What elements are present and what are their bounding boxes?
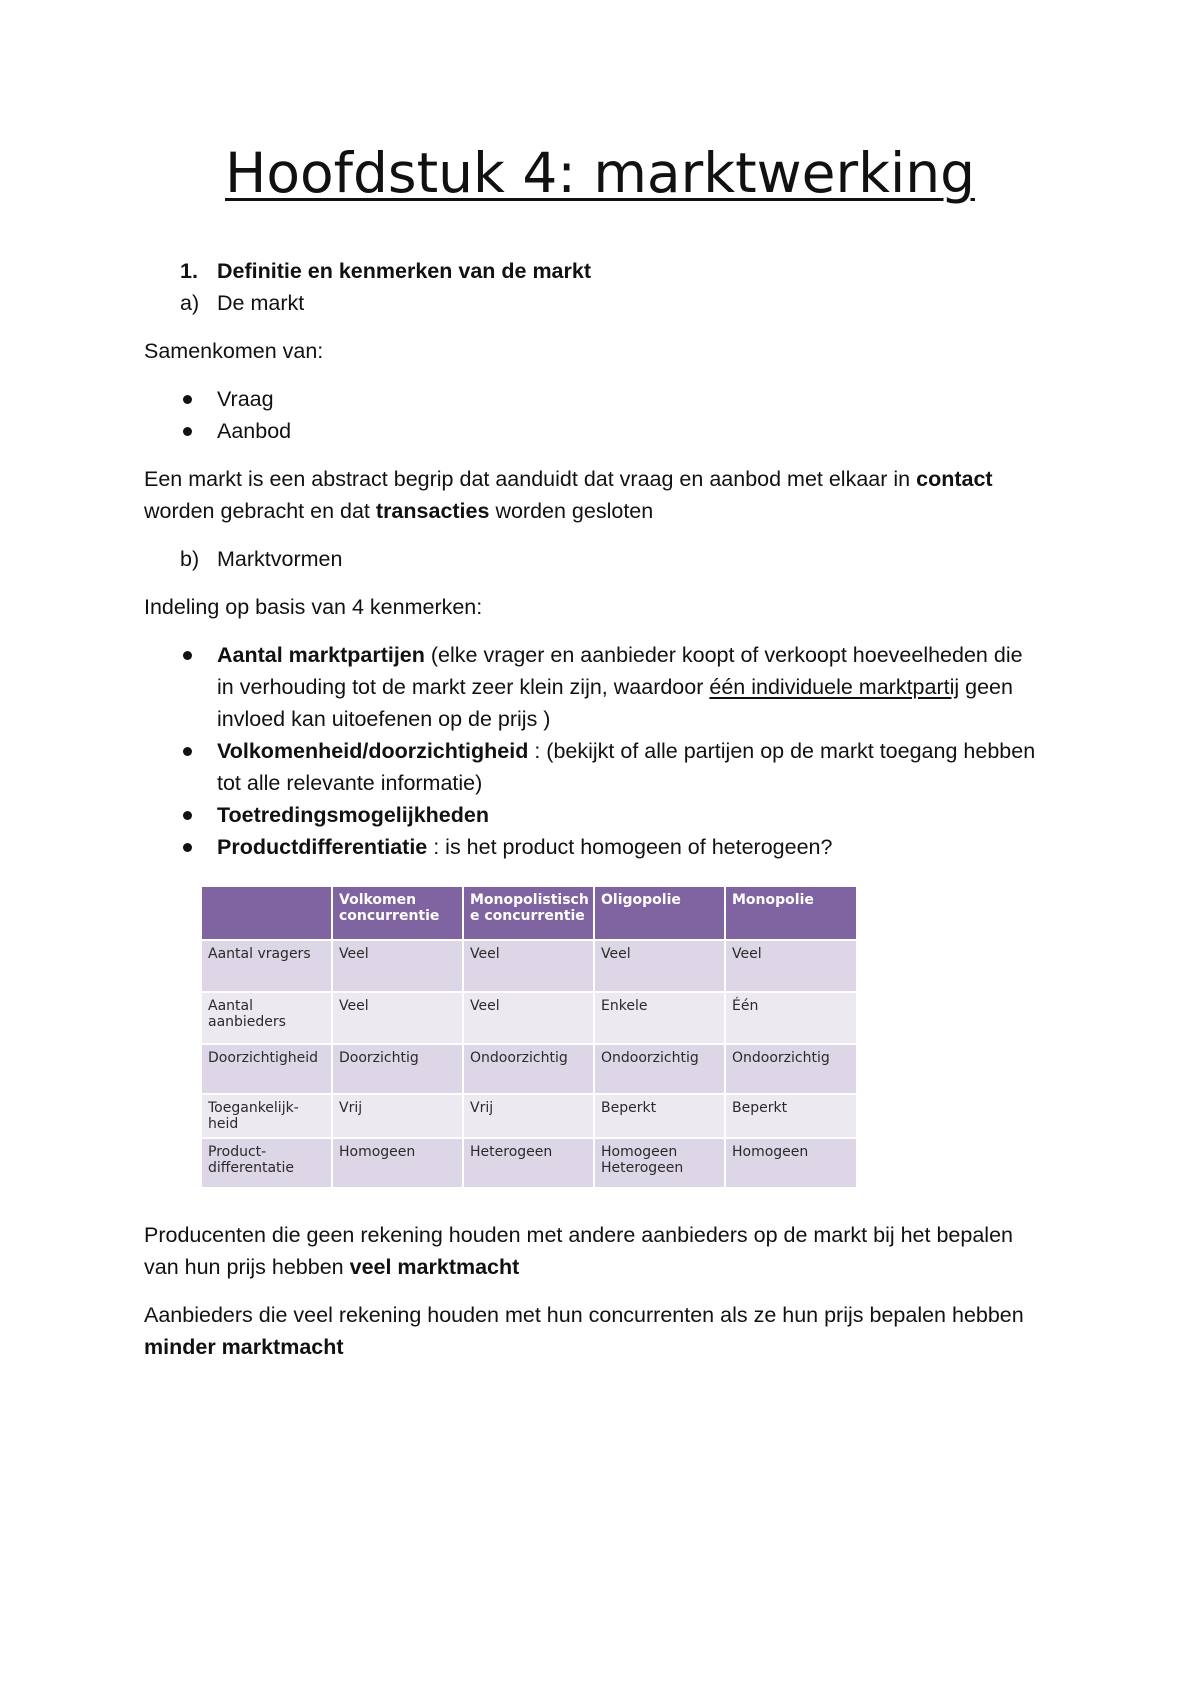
- aanbieders-line-1: Aanbieders die veel rekening houden met hun concurrenten als ze hun prijs bepalen hebben: [144, 1303, 1024, 1327]
- table-cell: Aantal aanbieders: [201, 992, 332, 1044]
- bold-veel-marktmacht: veel marktmacht: [349, 1255, 520, 1279]
- kenmerk-title: Productdifferentiatie: [217, 835, 428, 859]
- markt-definition-text: Een markt is een abstract begrip dat aanduidt dat vraag en aanbod met elkaar in: [144, 467, 911, 491]
- bullet-icon: [183, 747, 192, 756]
- table-header-row: [201, 886, 857, 940]
- underlined-text: één individuele marktpartij: [709, 675, 960, 699]
- table-cell: Veel: [332, 940, 463, 992]
- table-cell: Beperkt: [594, 1094, 725, 1138]
- kenmerk-text: in verhouding tot de markt zeer klein zijn, waardoor: [217, 675, 704, 699]
- list-item-aanbod: Aanbod: [217, 419, 292, 443]
- table-row: [201, 992, 857, 1044]
- table-header-cell: [201, 886, 332, 940]
- markt-definition-text: worden gesloten: [495, 499, 654, 523]
- table-cell: Enkele: [594, 992, 725, 1044]
- table-cell: Homogeen Heterogeen: [594, 1138, 725, 1188]
- markt-definition-line-2: [144, 495, 653, 527]
- table-row: [201, 1044, 857, 1094]
- bullet-icon: [183, 427, 192, 436]
- table-cell: Doorzichtigheid: [201, 1044, 332, 1094]
- table-cell: Vrij: [463, 1094, 594, 1138]
- indeling-intro: Indeling op basis van 4 kenmerken:: [144, 595, 483, 619]
- kenmerk-title: Aantal marktpartijen: [217, 643, 425, 667]
- kenmerk-volkomenheid-line-1: [217, 735, 1035, 767]
- kenmerk-title: Volkomenheid/doorzichtigheid: [217, 739, 529, 763]
- kenmerk-text: (elke vrager en aanbieder koopt of verkoopt hoeveelheden die: [430, 643, 1023, 667]
- bold-contact: contact: [916, 467, 993, 491]
- markt-definition-text: worden gebracht en dat: [144, 499, 370, 523]
- sub-a-label: De markt: [217, 291, 305, 315]
- table-cell: Heterogeen: [463, 1138, 594, 1188]
- bullet-icon: [183, 651, 192, 660]
- table-cell: Beperkt: [725, 1094, 857, 1138]
- markt-definition-line-1: [144, 463, 993, 495]
- table-cell: Veel: [463, 940, 594, 992]
- table-cell: Doorzichtig: [332, 1044, 463, 1094]
- table-header-cell: Oligopolie: [594, 886, 725, 940]
- kenmerk-text: geen: [965, 675, 1013, 699]
- bullet-icon: [183, 843, 192, 852]
- bold-minder-marktmacht: minder marktmacht: [144, 1335, 344, 1359]
- producenten-line-2: [144, 1251, 519, 1283]
- table-header-cell: Monopolistisch e concurrentie: [463, 886, 594, 940]
- table-cell: Ondoorzichtig: [463, 1044, 594, 1094]
- kenmerk-text: : (bekijkt of alle partijen op de markt toegang hebben: [534, 739, 1036, 763]
- table-header-cell: Monopolie: [725, 886, 857, 940]
- table-cell: Aantal vragers: [201, 940, 332, 992]
- sub-b-marker: b): [180, 547, 200, 571]
- table-cell: Veel: [725, 940, 857, 992]
- marktvormen-table: [200, 885, 858, 1189]
- table-cell: Ondoorzichtig: [725, 1044, 857, 1094]
- kenmerk-aantal-line-2: [217, 671, 1013, 703]
- table-cell: Ondoorzichtig: [594, 1044, 725, 1094]
- table-header-cell: Volkomen concurrentie: [332, 886, 463, 940]
- table-cell: Vrij: [332, 1094, 463, 1138]
- sub-a-marker: a): [180, 291, 200, 315]
- sub-b-label: Marktvormen: [217, 547, 343, 571]
- producenten-text: van hun prijs hebben: [144, 1255, 344, 1279]
- kenmerk-text: : is het product homogeen of heterogeen?: [433, 835, 833, 859]
- table-row: [201, 1094, 857, 1138]
- table-cell: Toegankelijk-heid: [201, 1094, 332, 1138]
- table-row: [201, 1138, 857, 1188]
- table-cell: Veel: [332, 992, 463, 1044]
- kenmerk-volkomenheid-line-2: tot alle relevante informatie): [217, 771, 483, 795]
- table-cell: Veel: [594, 940, 725, 992]
- table-cell: Homogeen: [332, 1138, 463, 1188]
- kenmerk-aantal-line-1: [217, 639, 1023, 671]
- bullet-icon: [183, 395, 192, 404]
- table-row: [201, 940, 857, 992]
- kenmerk-aantal-line-3: invloed kan uitoefenen op de prijs ): [217, 707, 551, 731]
- kenmerk-toetreding: Toetredingsmogelijkheden: [217, 803, 489, 827]
- table-cell: Één: [725, 992, 857, 1044]
- bold-transacties: transacties: [375, 499, 490, 523]
- table-cell: Product-differentatie: [201, 1138, 332, 1188]
- table-cell: Homogeen: [725, 1138, 857, 1188]
- samenkomen-intro: Samenkomen van:: [144, 339, 324, 363]
- page-title: Hoofdstuk 4: marktwerking: [225, 141, 975, 205]
- producenten-line-1: Producenten die geen rekening houden met andere aanbieders op de markt bij het bepalen: [144, 1223, 1013, 1247]
- kenmerk-productdifferentiatie: [217, 831, 832, 863]
- section-heading: Definitie en kenmerken van de markt: [217, 259, 592, 283]
- list-item-vraag: Vraag: [217, 387, 274, 411]
- bullet-icon: [183, 811, 192, 820]
- table-cell: Veel: [463, 992, 594, 1044]
- section-number: 1.: [180, 259, 198, 283]
